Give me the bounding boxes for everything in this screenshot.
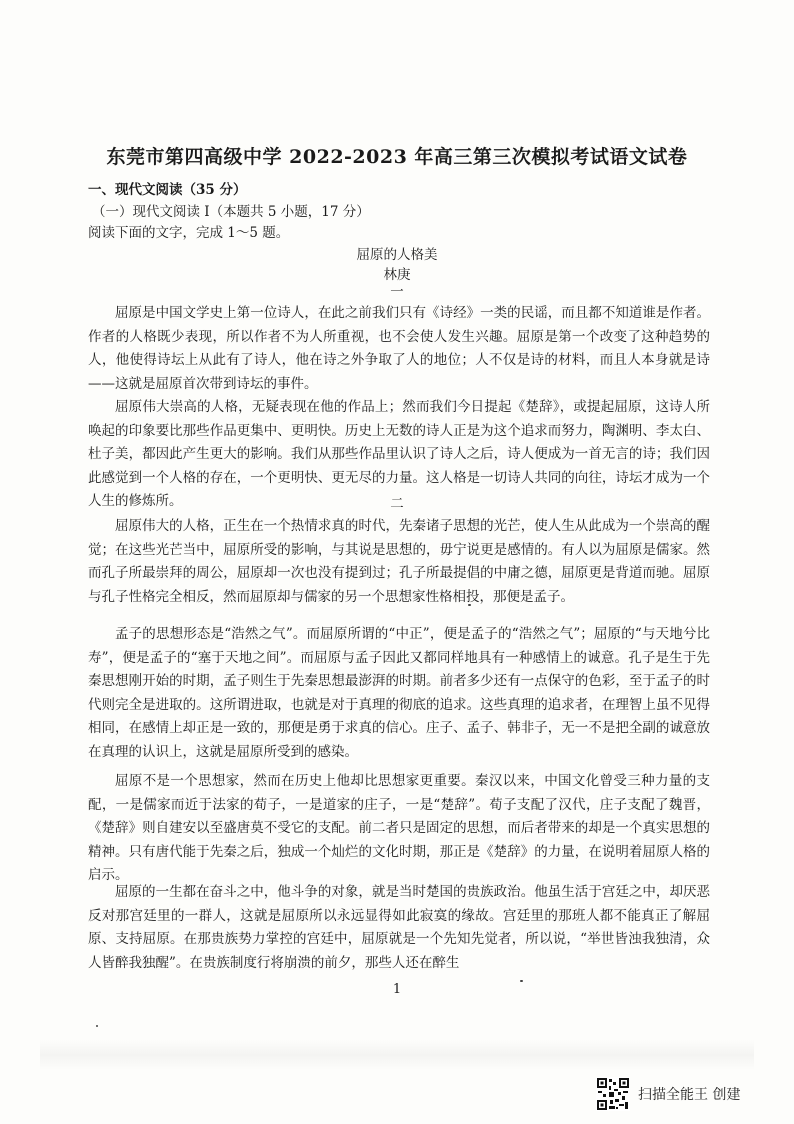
scan-speck	[468, 604, 471, 606]
qr-code-icon	[596, 1077, 630, 1111]
scan-speck	[520, 980, 523, 982]
exam-title: 东莞市第四高级中学 2022-2023 年高三第三次模拟考试语文试卷	[106, 146, 688, 168]
article-author: 林庚	[383, 267, 411, 283]
scan-speck	[96, 1025, 98, 1027]
paragraph: 屈原伟大的人格，正生在一个热情求真的时代，先秦诸子思想的光芒，使人生从此成为一个崇高的醒觉；在这些光芒当中，屈原所受的影响，与其说是思想的，毋宁说更是感情的。有人以为屈原是儒家。然而孔子所最崇拜的周公，屈原却一次也没有提到过；孔子所最提倡的中庸之德，屈原更是背道而驰。屈原与孔子性格完全相反，然而屈原却与儒家的另一个思想家性格相投，那便是孟子。	[88, 518, 710, 605]
paragraph: 屈原的一生都在奋斗之中，他斗争的对象，就是当时楚国的贵族政治。他虽生活于宫廷之中，却厌恶反对那宫廷里的一群人，这就是屈原所以永远显得如此寂寞的缘故。宫廷里的那班人都不能真正了解屈原、支持屈原。在那贵族势力掌控的宫廷中，屈原就是一个先知先觉者，所以说，“举世皆浊我独清，众人皆醉我独醒”。在贵族制度行将崩溃的前夕，那些人还在醉生	[88, 884, 710, 971]
scan-shadow	[40, 1040, 754, 1070]
paragraph: 屈原伟大崇高的人格，无疑表现在他的作品上；然而我们今日提起《楚辞》，或提起屈原，这诗人所唤起的印象要比那些作品更集中、更明快。历史上无数的诗人正是为这个追求而努力，陶渊明、李太白、杜子美，都因此产生更大的影响。我们从那些作品里认识了诗人之后，诗人便成为一首无言的诗；我们因此感觉到一个人格的存在，一个更明快、更无尽的力量。这人格是一切诗人共同的向往，诗坛才成为一个人生的修炼所。	[88, 399, 710, 509]
paragraph: 屈原是中国文学史上第一位诗人，在此之前我们只有《诗经》一类的民谣，而且都不知道谁是作者。作者的人格既少表现，所以作者不为人所重视，也不会使人发生兴趣。屈原是第一个改变了这种趋势的人，他使得诗坛上从此有了诗人，他在诗之外争取了人的地位；人不仅是诗的材料，而且人本身就是诗——这就是屈原首次带到诗坛的事件。	[88, 305, 710, 392]
watermark-text: 扫描全能王 创建	[638, 1087, 741, 1103]
part-marker-one: 一	[390, 284, 404, 300]
page-number: 1	[392, 982, 402, 997]
paragraph: 屈原不是一个思想家，然而在历史上他却比思想家更重要。秦汉以来，中国文化曾受三种力量的支配，一是儒家而近于法家的荀子，一是道家的庄子，一是“楚辞”。荀子支配了汉代，庄子支配了魏晋，《楚辞》则自建安以至盛唐莫不受它的支配。前二者只是固定的思想，而后者带来的却是一个真实思想的精神。只有唐代能于先秦之后，独成一个灿烂的文化时期，那正是《楚辞》的力量，在说明着屈原人格的启示。	[88, 773, 710, 883]
subsection-heading: （一）现代文阅读 I（本题共 5 小题，17 分）	[92, 204, 370, 220]
scanner-watermark	[596, 1077, 740, 1111]
reading-instruction: 阅读下面的文字，完成 1～5 题。	[88, 225, 290, 241]
article-title: 屈原的人格美	[356, 247, 438, 263]
part-marker-two: 二	[390, 496, 404, 512]
section-heading: 一、现代文阅读（35 分）	[88, 182, 247, 198]
paragraph: 孟子的思想形态是“浩然之气”。而屈原所谓的“中正”，便是孟子的“浩然之气”；屈原的“与天地兮比寿”，便是孟子的“塞于天地之间”。而屈原与孟子因此又都同样地具有一种感情上的诚意。孔子是生于先秦思想刚开始的时期，孟子则生于先秦思想最澎湃的时期。前者多少还有一点保守的色彩，至于孟子的时代则完全是进取的。这所谓进取，也就是对于真理的彻底的追求。这些真理的追求者，在理智上虽不见得相同，在感情上却正是一致的，那便是勇于求真的信心。庄子、孟子、韩非子，无一不是把全副的诚意放在真理的认识上，这就是屈原所受到的感染。	[88, 626, 710, 760]
